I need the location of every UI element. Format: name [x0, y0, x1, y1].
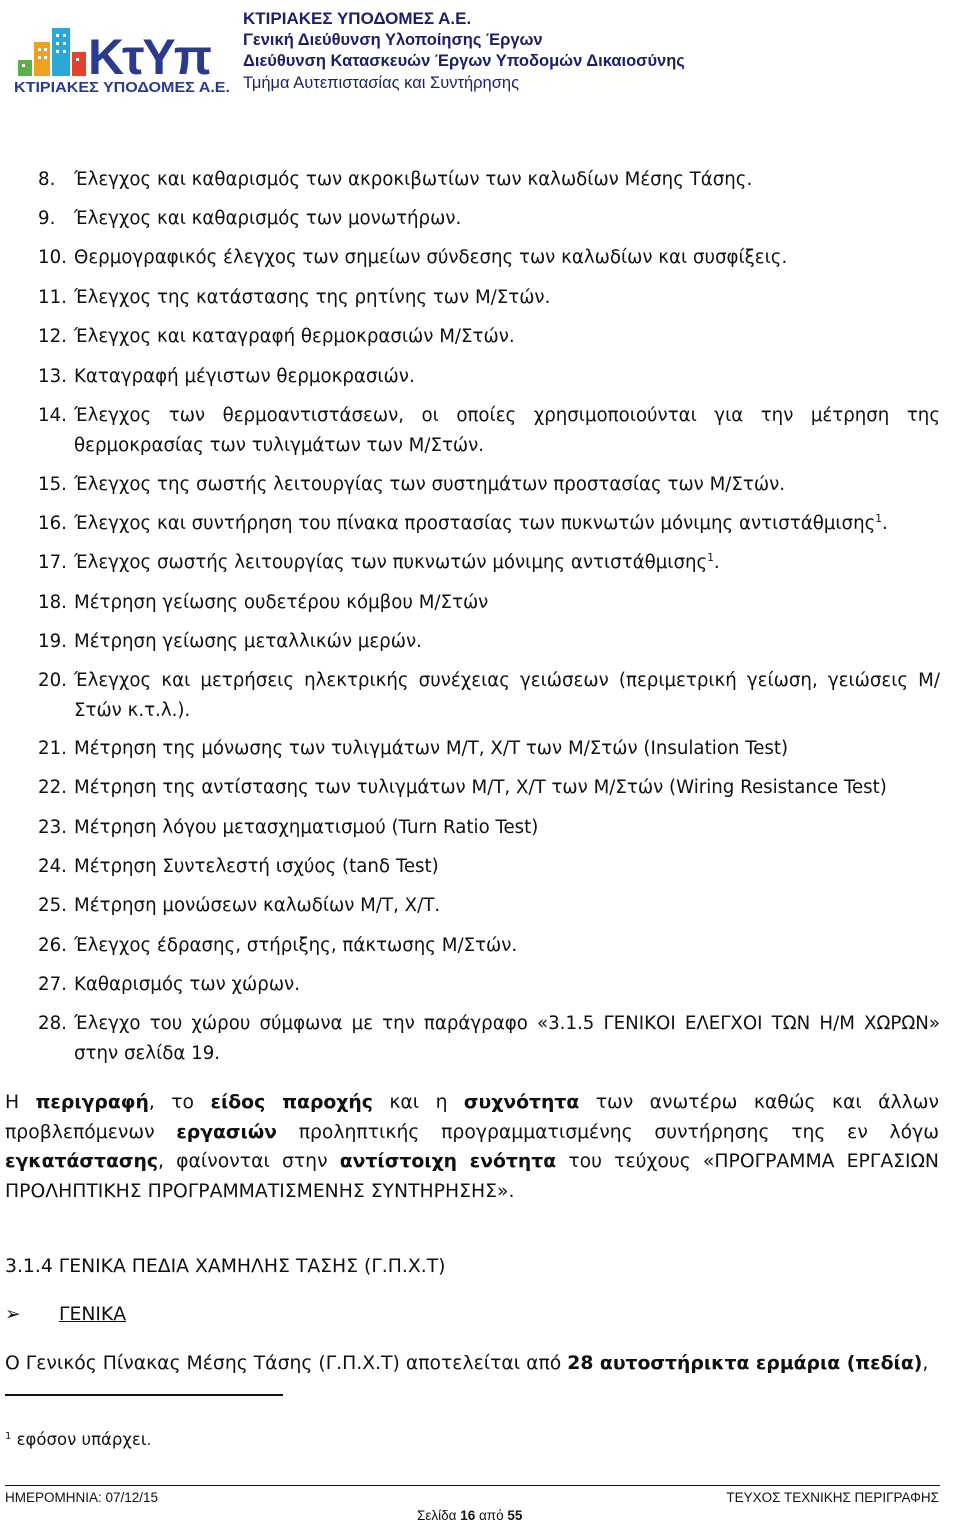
list-item	[38, 627, 940, 657]
list-item	[38, 243, 940, 273]
footnote-divider	[5, 1394, 283, 1396]
footnote-ref: 1	[707, 552, 714, 564]
list-number: 23.	[38, 817, 67, 838]
list-number: 19.	[38, 631, 67, 652]
list-item	[38, 470, 940, 500]
list-number: 18.	[38, 592, 67, 613]
list-number: 10.	[38, 247, 67, 268]
org-name: ΚΤΙΡΙΑΚΕΣ ΥΠΟΔΟΜΕΣ Α.Ε.	[243, 9, 472, 28]
logo-wordmark: ΚτΥπ	[88, 29, 211, 85]
list-item	[38, 1009, 940, 1069]
company-logo	[10, 8, 234, 94]
list-number: 25.	[38, 895, 67, 916]
list-text: Έλεγχος έδρασης, στήριξης, πάκτωσης Μ/Στών.	[74, 935, 518, 956]
list-item	[38, 322, 940, 352]
list-text-wrap	[74, 548, 940, 578]
list-item	[38, 401, 940, 461]
list-text: Μέτρηση γείωσης ουδετέρου κόμβου Μ/Στών	[74, 592, 489, 613]
list-item	[38, 970, 940, 1000]
list-item	[38, 283, 940, 313]
list-text: Μέτρηση Συντελεστή ισχύος (tanδ Test)	[74, 856, 439, 877]
subheading	[5, 1300, 126, 1329]
list-text: Μέτρηση λόγου μετασχηματισμού (Turn Ratio Test)	[74, 817, 539, 838]
list-item	[38, 509, 940, 539]
footnote	[5, 1429, 152, 1451]
list-text: Έλεγχος και καθαρισμός των μονωτήρων.	[74, 208, 462, 229]
list-number: 8.	[38, 169, 56, 190]
list-number: 21.	[38, 738, 67, 759]
body-line	[5, 1349, 939, 1378]
header-directorate: Γενική Διεύθυνση Υλοποίησης Έργων	[243, 30, 543, 49]
list-item	[38, 813, 940, 843]
section-heading: 3.1.4 ΓΕΝΙΚΑ ΠΕΔΙΑ ΧΑΜΗΛΗΣ ΤΑΣΗΣ (Γ.Π.Χ.Τ)	[5, 1256, 446, 1277]
list-number: 27.	[38, 974, 67, 995]
page-label: Σελίδα	[417, 1508, 457, 1523]
footnote-end: .	[146, 1430, 152, 1449]
logo-subtitle: ΚΤΙΡΙΑΚΕΣ ΥΠΟΔΟΜΕΣ Α.Ε.	[14, 80, 230, 94]
list-item	[38, 773, 940, 803]
para-text: του τεύχους «ΠΡΟΓΡΑΜΜΑ ΕΡΓΑΣΙΩΝ ΠΡΟΛΗΠΤΙΚΗΣ ΠΡΟΓΡΑΜΜΑΤΙΣΜΕΝΗΣ ΣΥΝΤΗΡΗΣΗΣ».	[5, 1151, 939, 1202]
page-number	[417, 1508, 522, 1523]
list-number: 28.	[38, 1013, 67, 1034]
para-text: , το	[148, 1092, 211, 1113]
list-text: Έλεγχος της σωστής λειτουργίας των συστημάτων προστασίας των Μ/Στών.	[74, 474, 786, 495]
list-item	[38, 165, 940, 195]
list-item	[38, 548, 940, 578]
list-number: 11.	[38, 287, 67, 308]
page-of: από	[479, 1508, 504, 1523]
footnote-ref: 1	[875, 513, 882, 525]
list-item	[38, 852, 940, 882]
list-text-tail: .	[881, 513, 888, 534]
list-number: 9.	[38, 208, 56, 229]
list-text: Έλεγχος και μετρήσεις ηλεκτρικής συνέχειας γειώσεων (περιμετρική γείωση, γειώσεις Μ/Στών κ.τ.λ.).	[74, 670, 940, 721]
list-number: 12.	[38, 326, 67, 347]
list-item	[38, 891, 940, 921]
list-item	[38, 734, 940, 764]
para-bold: αντίστοιχη ενότητα	[339, 1151, 557, 1172]
list-number: 13.	[38, 366, 67, 387]
list-text-tail: .	[713, 552, 720, 573]
list-number: 15.	[38, 474, 67, 495]
list-text: Έλεγχο του χώρου σύμφωνα με την παράγραφο «3.1.5 ΓΕΝΙΚΟΙ ΕΛΕΓΧΟΙ ΤΩΝ Η/Μ ΧΩΡΩΝ» στην σελίδα 19.	[74, 1013, 940, 1064]
para-bold: εργασιών	[176, 1121, 277, 1143]
list-text: Μέτρηση γείωσης μεταλλικών μερών.	[74, 631, 422, 652]
list-text: Μέτρηση της μόνωσης των τυλιγμάτων Μ/Τ, Χ/Τ των Μ/Στών (Insulation Test)	[74, 738, 789, 759]
list-text: Έλεγχος και συντήρηση του πίνακα προστασίας των πυκνωτών μόνιμης αντιστάθμισης	[74, 513, 876, 534]
para-text: προληπτικής προγραμματισμένης συντήρησης της εν λόγω	[276, 1121, 939, 1143]
list-text: Θερμογραφικός έλεγχος των σημείων σύνδεσης των καλωδίων και συσφίξεις.	[74, 247, 788, 268]
subheading-text: ΓΕΝΙΚΑ	[59, 1304, 127, 1325]
para-text: των ανωτέρω καθώς και άλλων προβλεπόμενων	[5, 1092, 940, 1143]
list-number: 14.	[38, 405, 67, 426]
list-number: 22.	[38, 777, 67, 798]
page-total: 55	[507, 1508, 523, 1523]
list-text: Έλεγχος και καθαρισμός των ακροκιβωτίων των καλωδίων Μέσης Τάσης.	[74, 169, 753, 190]
list-number: 17.	[38, 552, 67, 573]
description-paragraph	[5, 1088, 939, 1206]
list-text: Έλεγχος των θερμοαντιστάσεων, οι οποίες χρησιμοποιούνται για την μέτρηση της θερμοκρασίας των τυλιγμάτων των Μ/Στών.	[74, 405, 940, 456]
list-text-wrap	[74, 509, 940, 539]
footer-doc-type: ΤΕΥΧΟΣ ΤΕΧΝΙΚΗΣ ΠΕΡΙΓΡΑΦΗΣ	[726, 1490, 939, 1505]
header-division: Διεύθυνση Κατασκευών Έργων Υποδομών Δικαιοσύνης	[243, 52, 685, 70]
para-bold: περιγραφή	[35, 1092, 149, 1113]
list-text: Καθαρισμός των χώρων.	[74, 974, 300, 995]
footnote-mark: 1	[5, 1431, 12, 1442]
body-text: ,	[922, 1353, 929, 1374]
para-bold: είδος παροχής	[210, 1092, 373, 1113]
footer-divider	[5, 1485, 940, 1486]
list-text: Καταγραφή μέγιστων θερμοκρασιών.	[74, 366, 415, 387]
arrow-bullet-icon: ➢	[5, 1304, 21, 1325]
list-text: Μέτρηση της αντίστασης των τυλιγμάτων Μ/Τ, Χ/Τ των Μ/Στών (Wiring Resistance Test)	[74, 777, 887, 798]
list-number: 20.	[38, 670, 67, 691]
para-text: Η	[5, 1092, 36, 1113]
list-item	[38, 204, 940, 234]
para-bold: εγκατάστασης	[5, 1151, 159, 1172]
list-text: Έλεγχος και καταγραφή θερμοκρασιών Μ/Στών.	[74, 326, 515, 347]
list-item	[38, 931, 940, 961]
header-text	[243, 8, 685, 94]
list-item	[38, 362, 940, 392]
list-number: 24.	[38, 856, 67, 877]
footnote-text: εφόσον υπάρχει	[16, 1430, 147, 1449]
header-department: Τμήμα Αυτεπιστασίας και Συντήρησης	[243, 73, 520, 92]
list-number: 26.	[38, 935, 67, 956]
list-text: Έλεγχος σωστής λειτουργίας των πυκνωτών μόνιμης αντιστάθμισης	[74, 552, 708, 573]
para-text: , φαίνονται στην	[158, 1151, 340, 1172]
list-item	[38, 588, 940, 618]
list-text: Έλεγχος της κατάστασης της ρητίνης των Μ/Στών.	[74, 287, 551, 308]
body-bold: 28 αυτοστήρικτα ερμάρια (πεδία)	[567, 1353, 923, 1374]
list-text: Μέτρηση μονώσεων καλωδίων Μ/Τ, Χ/Τ.	[74, 895, 441, 916]
list-number: 16.	[38, 513, 67, 534]
list-item	[38, 666, 940, 726]
para-bold: συχνότητα	[463, 1092, 580, 1113]
footer-date: ΗΜΕΡΟΜΗΝΙΑ: 07/12/15	[5, 1490, 159, 1505]
para-text: και η	[372, 1092, 464, 1113]
page-current: 16	[460, 1508, 476, 1523]
body-text: Ο Γενικός Πίνακας Μέσης Τάσης (Γ.Π.Χ.Τ) αποτελείται από	[5, 1353, 568, 1374]
